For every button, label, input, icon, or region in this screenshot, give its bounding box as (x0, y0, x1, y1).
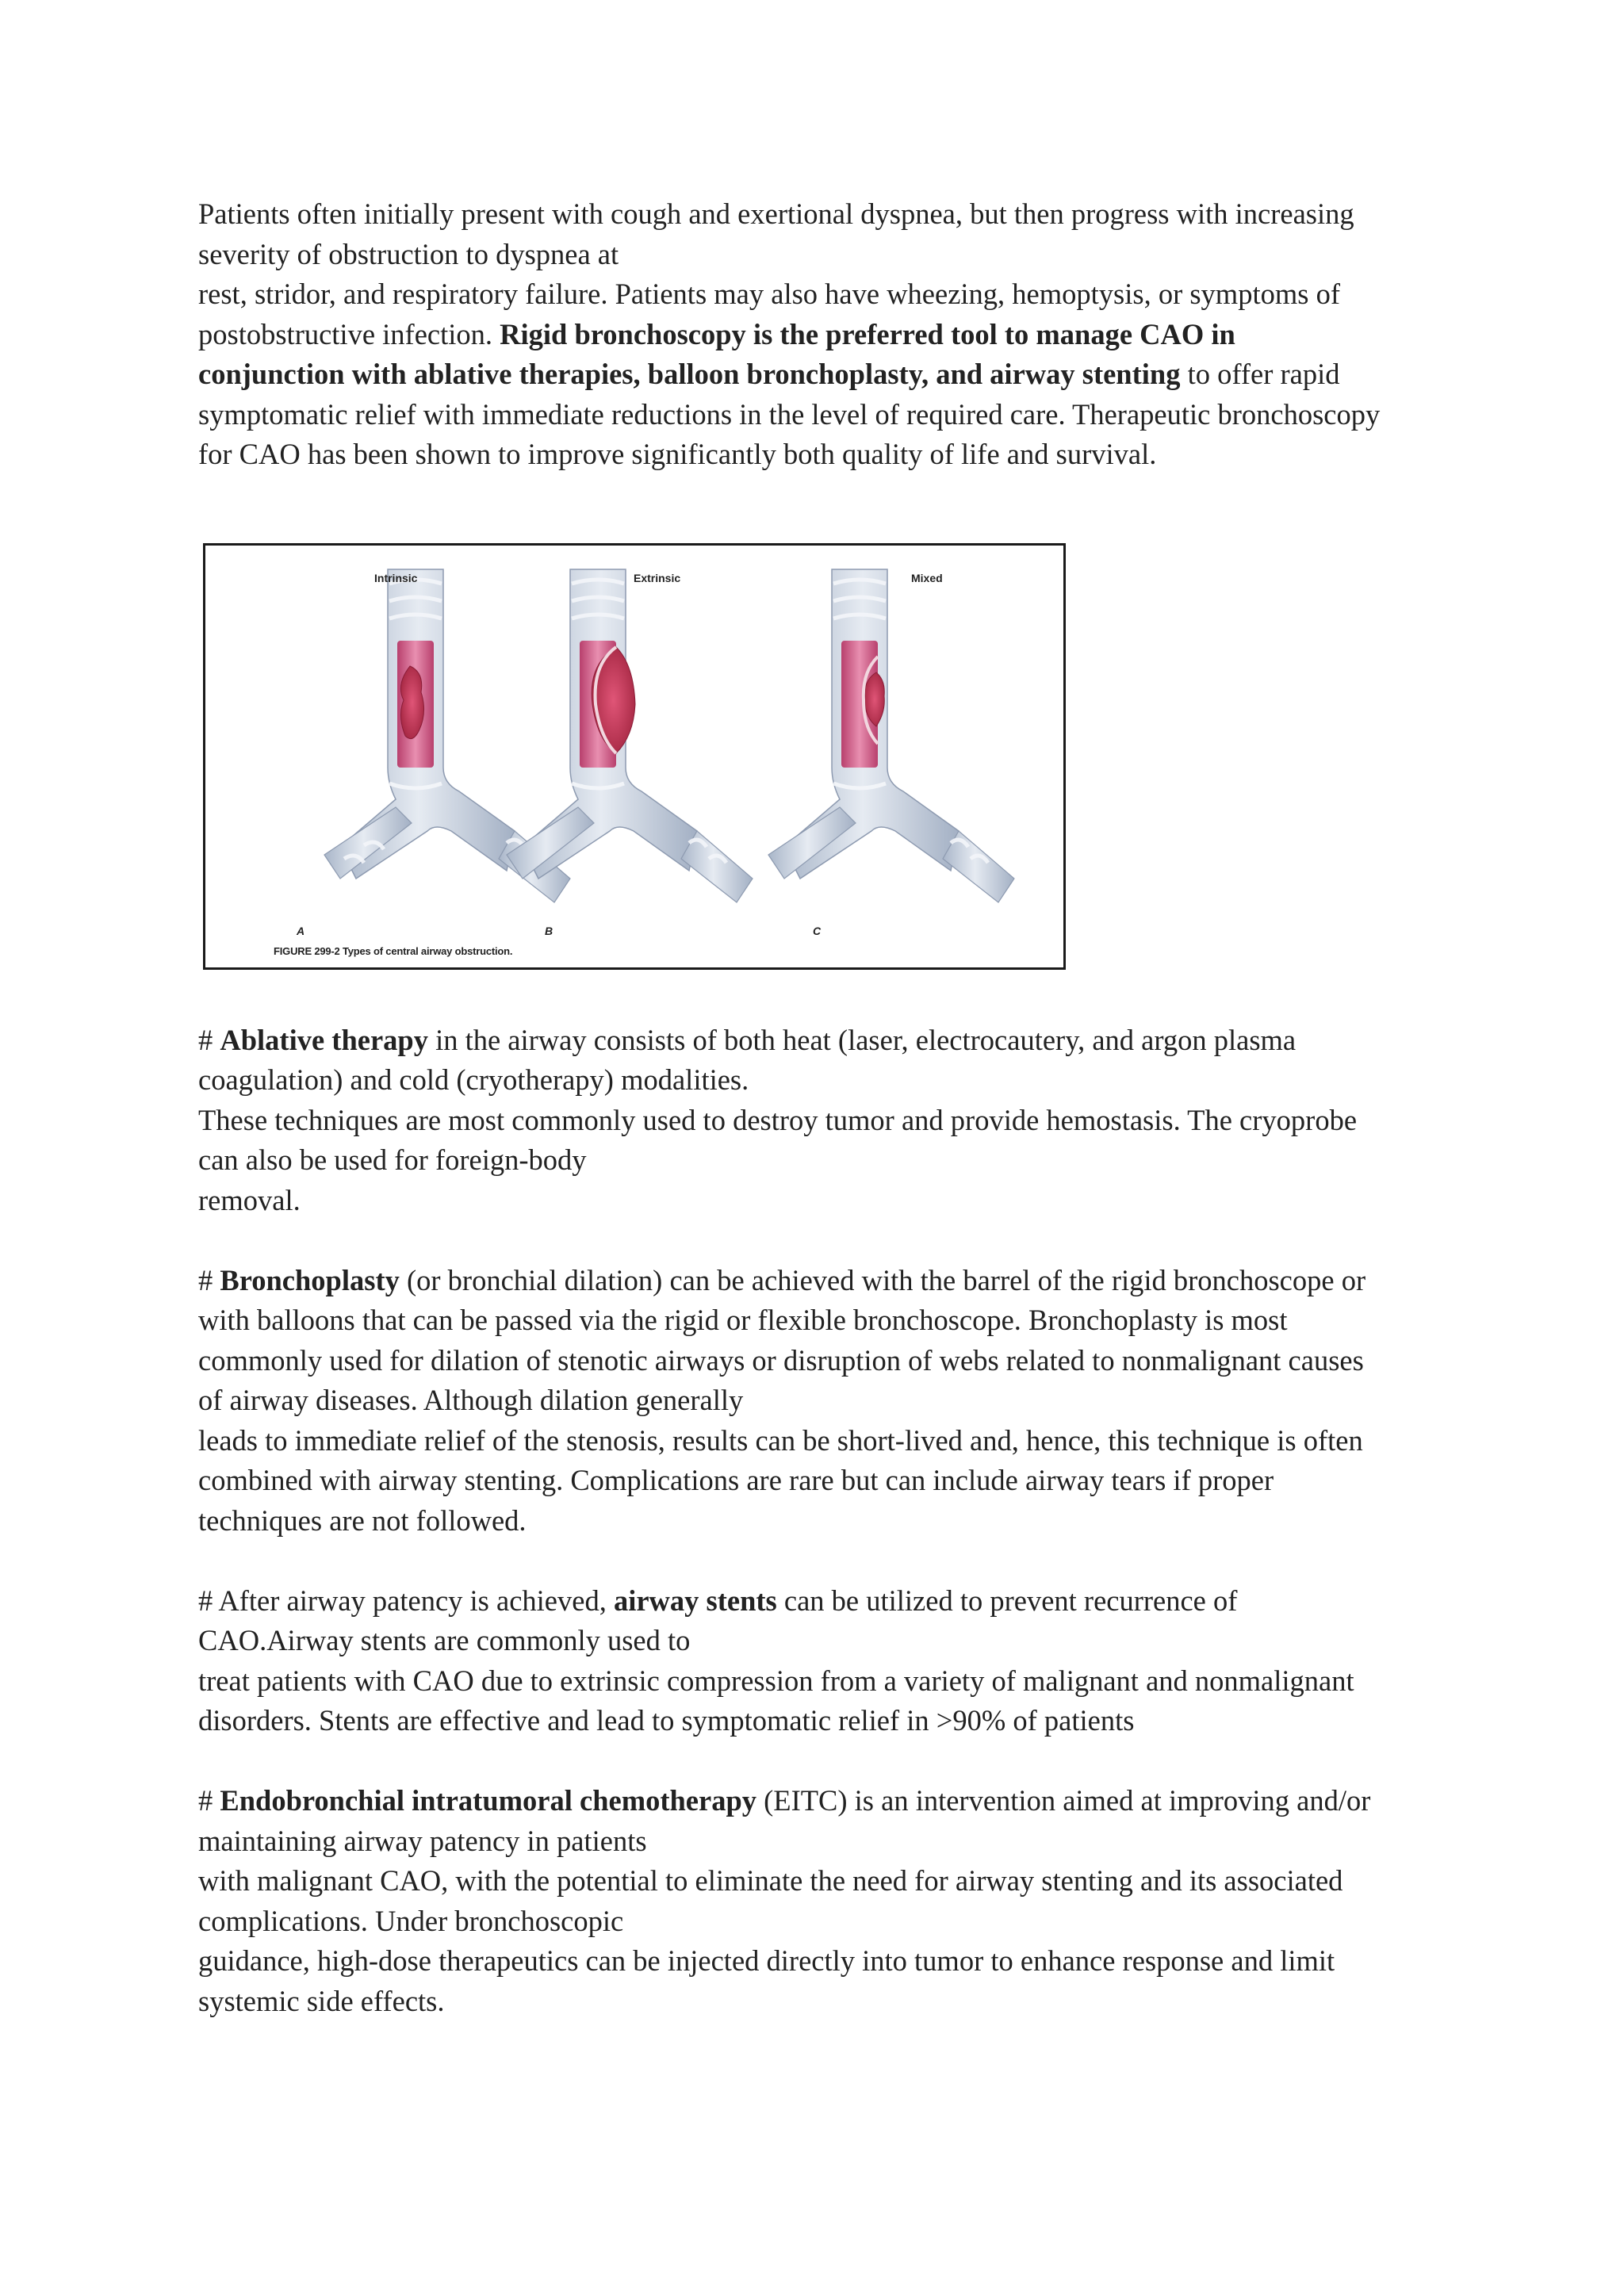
text-line: complications. Under bronchoscopic (198, 1904, 624, 1937)
text-span: # (198, 1263, 220, 1296)
bold-span: Rigid bronchoscopy is the preferred tool to manage CAO in (500, 317, 1235, 350)
text-line: Patients often initially present with cough and exertional dyspnea, but then progress with increasing (198, 197, 1354, 230)
text-line (198, 315, 1435, 355)
text-line: symptomatic relief with immediate reductions in the level of required care. Therapeutic bronchoscopy (198, 397, 1381, 431)
text-line (198, 1021, 1435, 1061)
ablative-paragraph (198, 1021, 1435, 1221)
text-line (198, 1781, 1435, 1821)
text-span: can be utilized to prevent recurrence of (776, 1584, 1238, 1617)
bold-span: airway stents (613, 1584, 777, 1617)
text-span: in the airway consists of both heat (laser, electrocautery, and argon plasma (427, 1023, 1297, 1056)
text-span: (or bronchial dilation) can be achieved with the barrel of the rigid bronchoscope or (399, 1263, 1366, 1296)
text-line: techniques are not followed. (198, 1503, 527, 1537)
text-span: to offer rapid (1180, 358, 1340, 390)
text-line: combined with airway stenting. Complications are rare but can include airway tears if proper (198, 1464, 1274, 1496)
text-line (198, 1261, 1435, 1301)
document-page (198, 194, 1435, 2021)
figure-caption: FIGURE 299-2 Types of central airway obstruction. (274, 944, 513, 957)
text-line: rest, stridor, and respiratory failure. Patients may also have wheezing, hemoptysis, or symptoms of (198, 278, 1340, 310)
text-line: commonly used for dilation of stenotic airways or disruption of webs related to nonmalignant causes (198, 1343, 1364, 1377)
text-span: (EITC) is an intervention aimed at improving and/or (756, 1784, 1371, 1817)
panel-letter-a: A (297, 924, 305, 937)
panel-letter-b: B (545, 924, 553, 937)
text-line: can also be used for foreign-body (198, 1143, 587, 1176)
airway-obstruction-figure (203, 543, 1066, 970)
text-span: # (198, 1784, 220, 1817)
text-line: These techniques are most commonly used to destroy tumor and provide hemostasis. The cryoprobe (198, 1103, 1358, 1136)
text-line: leads to immediate relief of the stenosis, results can be short-lived and, hence, this technique is often (198, 1423, 1363, 1457)
text-line: treat patients with CAO due to extrinsic compression from a variety of malignant and nonmalignant (198, 1664, 1354, 1697)
panel-title-extrinsic: Extrinsic (634, 571, 681, 584)
text-line (198, 354, 1435, 395)
bold-span: Endobronchial intratumoral chemotherapy (220, 1784, 756, 1817)
panel-letter-c: C (813, 924, 822, 937)
text-line: systemic side effects. (198, 1984, 445, 2017)
intro-paragraph (198, 194, 1435, 475)
text-line: of airway diseases. Although dilation generally (198, 1384, 744, 1416)
stents-paragraph (198, 1581, 1435, 1741)
text-line: coagulation) and cold (cryotherapy) modalities. (198, 1063, 749, 1096)
text-span: # (198, 1023, 220, 1056)
text-span: # After airway patency is achieved, (198, 1584, 614, 1617)
airway-illustration (205, 546, 1063, 967)
text-line: disorders. Stents are effective and lead to symptomatic relief in >90% of patients (198, 1704, 1135, 1737)
text-line: for CAO has been shown to improve significantly both quality of life and survival. (198, 438, 1157, 470)
bold-span: Ablative therapy (220, 1023, 428, 1056)
bold-span: conjunction with ablative therapies, balloon bronchoplasty, and airway stenting (198, 358, 1181, 390)
text-line: maintaining airway patency in patients (198, 1824, 647, 1857)
text-line: severity of obstruction to dyspnea at (198, 237, 619, 270)
text-line: guidance, high-dose therapeutics can be injected directly into tumor to enhance response and limit (198, 1944, 1335, 1977)
text-line (198, 1581, 1435, 1622)
bold-span: Bronchoplasty (220, 1263, 400, 1296)
bronchoplasty-paragraph (198, 1261, 1435, 1541)
eitc-paragraph (198, 1781, 1435, 2021)
panel-b-extrinsic (507, 569, 753, 902)
text-line: removal. (198, 1183, 301, 1216)
panel-title-mixed: Mixed (911, 571, 943, 584)
text-line: with balloons that can be passed via the rigid or flexible bronchoscope. Bronchoplasty is most (198, 1304, 1288, 1336)
text-line: with malignant CAO, with the potential to eliminate the need for airway stenting and its associated (198, 1864, 1343, 1897)
panel-c-mixed (768, 569, 1014, 902)
panel-title-intrinsic: Intrinsic (374, 571, 418, 584)
text-line: CAO.Airway stents are commonly used to (198, 1624, 691, 1656)
text-span: postobstructive infection. (198, 317, 500, 350)
